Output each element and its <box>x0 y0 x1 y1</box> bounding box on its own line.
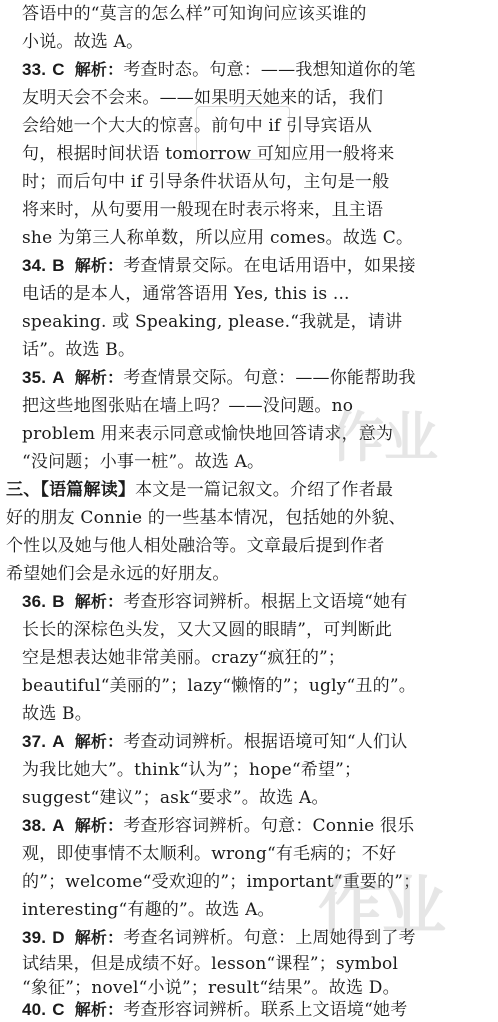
analysis-label: 解析： <box>74 1000 124 1019</box>
answer-letter: D <box>52 928 65 947</box>
question-number: 33. <box>22 60 47 79</box>
text-line: 为我比她大”。think“认为”；hope“希望”； <box>22 760 362 780</box>
answer-letter: A <box>52 732 65 751</box>
text-line: 把这些地图张贴在墙上吗？——没问题。no <box>22 396 354 416</box>
text-line: 空是想表达她非常美丽。crazy“疯狂的”； <box>22 648 346 668</box>
text-line: 句，根据时间状语 tomorrow 可知应用一般将来 <box>22 144 395 164</box>
text-line: interesting“有趣的”。故选 A。 <box>22 900 275 920</box>
text-line: beautiful“美丽的”；lazy“懒惰的”；ugly“丑的”。 <box>22 676 416 696</box>
text-line: speaking. 或 Speaking, please.“我就是，请讲 <box>22 312 403 332</box>
text-line: “象征”；novel“小说”；result“结果”。故选 D。 <box>22 978 400 998</box>
question-35: 35. A 解析：考查情景交际。句意：——你能帮助我 <box>22 368 416 388</box>
text-line: 长长的深棕色头发，又大又圆的眼睛”，可判断此 <box>22 620 393 640</box>
text-line: suggest“建议”；ask“要求”。故选 A。 <box>22 788 329 808</box>
question-39: 39. D 解析：考查名词辨析。句意：上周她得到了考 <box>22 928 416 948</box>
question-number: 38. <box>22 816 47 835</box>
answer-letter: A <box>52 368 65 387</box>
question-36: 36. B 解析：考查形容词辨析。根据上文语境“她有 <box>22 592 408 612</box>
answer-letter: C <box>52 60 65 79</box>
analysis-label: 解析： <box>74 60 124 79</box>
question-number: 37. <box>22 732 47 751</box>
question-number: 34. <box>22 256 47 275</box>
analysis-label: 解析： <box>74 816 124 835</box>
question-number: 35. <box>22 368 47 387</box>
text-line: 小说。故选 A。 <box>22 32 144 52</box>
watermark: 作业 <box>318 870 446 944</box>
text-line: 将来时，从句要用一般现在时表示将来，且主语 <box>22 200 384 220</box>
text-line: “没问题；小事一桩”。故选 A。 <box>22 452 265 472</box>
question-40-partial: 40. C 解析：考查形容词辨析。联系上文语境“她考 <box>22 1000 408 1020</box>
section-label: 三、【语篇解读】 <box>6 480 136 500</box>
answer-letter: A <box>52 816 65 835</box>
text-line: 试结果，但是成绩不好。lesson“课程”；symbol <box>22 954 399 974</box>
section-three-heading: 三、【语篇解读】本文是一篇记叙文。介绍了作者最 <box>6 480 394 500</box>
stamp-watermark <box>196 106 290 160</box>
question-37: 37. A 解析：考查动词辨析。根据语境可知“人们认 <box>22 732 408 752</box>
analysis-label: 解析： <box>74 256 124 275</box>
text-line: problem 用来表示同意或愉快地回答请求，意为 <box>22 424 394 444</box>
answer-letter: B <box>52 256 65 275</box>
question-number: 36. <box>22 592 47 611</box>
analysis-label: 解析： <box>74 368 124 387</box>
text-line: 会给她一个大大的惊喜。前句中 if 引导宾语从 <box>22 116 373 136</box>
text-line: 友明天会不会来。——如果明天她来的话，我们 <box>22 88 384 108</box>
text-line: 的”；welcome“受欢迎的”；important“重要的”； <box>22 872 421 892</box>
question-33: 33. C 解析：考查时态。句意：——我想知道你的笔 <box>22 60 416 80</box>
text-line: 电话的是本人，通常答语用 Yes, this is ... <box>22 284 350 304</box>
analysis-label: 解析： <box>74 928 124 947</box>
answer-letter: C <box>52 1000 65 1019</box>
text-line: 好的朋友 Connie 的一些基本情况，包括她的外貌、 <box>6 508 406 528</box>
question-number: 40. <box>22 1000 47 1019</box>
question-number: 39. <box>22 928 47 947</box>
text-line: she 为第三人称单数，所以应用 comes。故选 C。 <box>22 228 414 248</box>
watermark: 作业 <box>330 406 438 469</box>
text-line: 希望她们会是永远的好朋友。 <box>6 564 230 584</box>
analysis-label: 解析： <box>74 592 124 611</box>
question-38: 38. A 解析：考查形容词辨析。句意：Connie 很乐 <box>22 816 415 836</box>
text-line: 个性以及她与他人相处融洽等。文章最后提到作者 <box>6 536 385 556</box>
text-line: 答语中的“莫言的怎么样”可知询问应该买谁的 <box>22 4 367 24</box>
text-line: 观，即使事情不太顺利。wrong“有毛病的；不好 <box>22 844 397 864</box>
question-34: 34. B 解析：考查情景交际。在电话用语中，如果接 <box>22 256 416 276</box>
text-line: 话”。故选 B。 <box>22 340 136 360</box>
text-line: 故选 B。 <box>22 704 92 724</box>
answer-letter: B <box>52 592 65 611</box>
text-line: 时；而后句中 if 引导条件状语从句，主句是一般 <box>22 172 390 192</box>
analysis-label: 解析： <box>74 732 124 751</box>
